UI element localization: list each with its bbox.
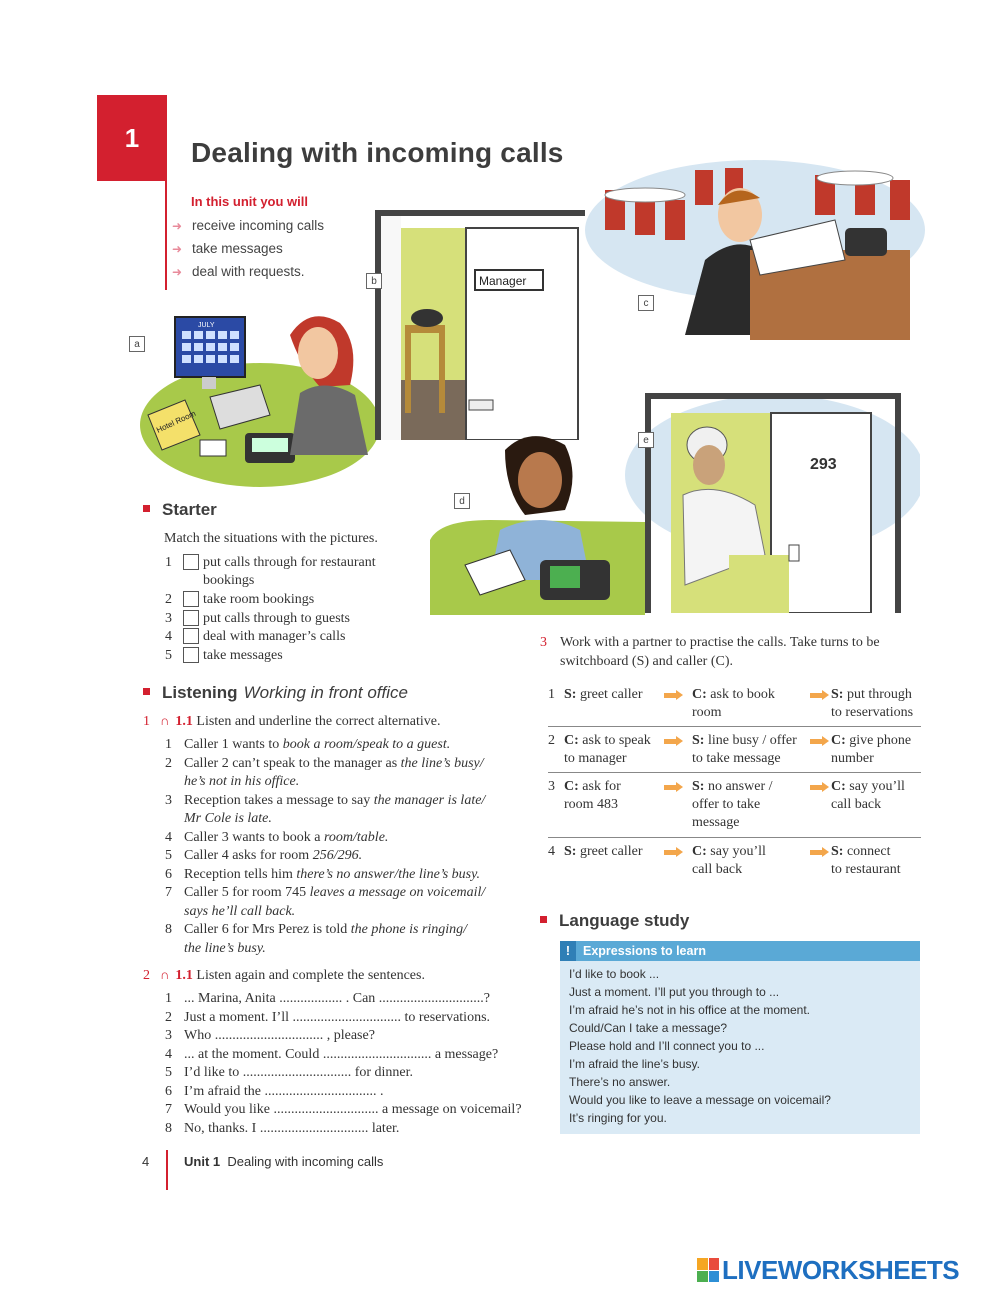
door-sign: Manager [479,274,527,288]
page-number: 4 [142,1154,150,1169]
room-number: 293 [810,456,837,473]
expression-item: I’m afraid the line’s busy. [569,1057,700,1071]
ex1-item [164,755,524,792]
ex1-item [164,921,524,958]
sentence-gap[interactable]: ... at the moment. Could ............................... a message? [184,1046,499,1062]
headphones-icon[interactable]: ∩ [160,967,170,982]
item-text: put calls through for restaurant [203,555,376,571]
objective-item [172,241,283,256]
item-text: take messages [203,647,283,663]
role-label: S: [692,733,705,748]
ex2-item[interactable] [164,1027,534,1046]
step-text: greet caller [579,844,643,859]
item-number: 5 [165,647,172,663]
step-text: ask to speak [582,733,651,748]
sentence-gap[interactable]: I’m afraid the ................................ . [184,1083,384,1099]
listening-heading-text: Listening [162,683,238,702]
audio-track[interactable]: 1.1 [175,714,193,729]
item-number: 3 [165,1028,172,1043]
section-marker-icon [143,688,150,695]
exclamation-icon: ! [560,941,576,961]
step-text: room 483 [564,797,619,812]
objective-label: take messages [192,241,283,256]
arrow-right-icon [664,848,682,856]
item-number: 8 [165,1120,172,1136]
arrow-right-icon [810,848,828,856]
language-study-heading-text: Language study [559,911,690,930]
arrow-icon: ➜ [172,265,183,279]
step-cell [564,843,643,861]
alternatives[interactable]: room/table. [323,829,389,845]
table-row [548,727,921,773]
call-practice-table [548,684,921,883]
unit-number: 1 [124,122,140,153]
unit-number-badge [97,95,167,181]
step-text: to reservations [831,705,914,720]
expression-item: Could/Can I take a message? [569,1021,728,1035]
item-text: bookings [203,573,255,588]
role-label: C: [831,733,846,748]
step-cell [831,732,911,768]
step-text: line busy / offer [707,733,797,748]
arrow-right-icon [810,737,828,745]
role-label: C: [564,779,579,794]
picture-c-restaurant-host [585,150,925,340]
alternatives[interactable]: the line’s busy. [184,940,266,956]
step-text: say you’ll [849,779,905,794]
role-label: S: [564,687,577,702]
role-label: C: [692,687,707,702]
objective-item [172,218,324,233]
expression-item: I’d like to book ... [569,967,660,981]
unit-divider [165,95,167,290]
item-text: Caller 5 for room 745 [184,885,310,900]
step-text: give phone [849,733,912,748]
exercise-1-instruction [143,713,441,730]
expression-item: Would you like to leave a message on voicemail? [569,1093,831,1107]
item-number: 8 [165,922,172,937]
logo-tile [697,1271,708,1283]
ex1-item [164,866,524,885]
arrow-right-icon [664,691,682,699]
item-number: 2 [165,755,172,771]
expressions-box-title: Expressions to learn [583,944,706,958]
item-text: Caller 3 wants to book a [184,829,324,845]
step-cell [564,686,643,704]
starter-item [164,629,424,648]
liveworksheets-text: LIVEWORKSHEETS [722,1254,960,1285]
picture-a-receptionist-computer [140,305,380,490]
ex2-item[interactable] [164,1009,534,1028]
logo-tile [709,1271,720,1283]
item-number: 7 [165,1102,172,1117]
role-label: S: [831,687,844,702]
role-label: C: [692,844,707,859]
item-number: 1 [165,555,172,570]
starter-checkbox-1[interactable] [183,554,199,570]
expression-item: It’s ringing for you. [569,1111,667,1125]
alternatives[interactable]: the manager is late/ [373,792,486,808]
alternatives[interactable]: says he’ll call back. [184,903,296,919]
item-text: Caller 2 can’t speak to the manager as [184,755,401,771]
step-cell [564,732,651,768]
arrow-icon: ➜ [172,242,183,256]
step-text: call back [692,862,743,877]
ex2-item[interactable] [164,1064,534,1083]
item-text: Reception tells him [184,866,297,882]
starter-checkbox-5[interactable] [183,647,199,663]
alternatives[interactable]: book a room/speak to a guest. [282,737,451,752]
item-text: Reception takes a message to say [184,792,374,808]
exercise-number: 1 [143,714,150,729]
item-number: 5 [165,1065,172,1080]
step-text: no answer / [707,779,773,794]
role-label: C: [831,779,846,794]
listening-heading [143,683,408,703]
item-number: 3 [165,610,172,626]
language-study-heading [540,911,689,931]
step-text: message [692,815,740,830]
folder-label: Hotel Room [155,408,198,435]
picture-b-manager-office [375,210,595,440]
footer-unit-title: Dealing with incoming calls [227,1154,384,1169]
arrow-right-icon [664,783,682,791]
starter-checkbox-4[interactable] [183,628,199,644]
headphones-icon[interactable]: ∩ [160,713,170,728]
item-number: 4 [165,629,172,644]
item-text: Caller 6 for Mrs Perez is told [184,922,351,937]
picture-label-c: c [638,295,654,311]
item-number: 1 [165,991,172,1006]
objective-item [172,264,305,279]
step-text: room [692,705,722,720]
step-text: say you’ll [710,844,766,859]
item-number: 6 [165,1083,172,1099]
alternatives[interactable]: leaves a message on voicemail/ [309,885,486,900]
section-marker-icon [143,505,150,512]
ex1-item [164,792,524,829]
role-label: S: [692,779,705,794]
item-number: 5 [165,848,172,863]
item-number: 2 [165,1009,172,1025]
ex2-item[interactable] [164,1101,534,1120]
starter-heading-text: Starter [162,500,217,519]
arrow-icon: ➜ [172,219,183,233]
ex2-item[interactable] [164,990,534,1009]
sentence-gap[interactable]: Would you like .............................. a message on voicemail? [184,1102,522,1117]
exercise-2-instruction [143,967,425,984]
table-row [548,684,921,727]
audio-track[interactable]: 1.1 [175,968,193,983]
calendar-month: JULY [198,322,215,329]
step-cell [692,732,797,768]
liveworksheets-logo[interactable] [697,1255,959,1285]
step-text: ask for [582,779,621,794]
role-label: S: [564,844,577,859]
arrow-right-icon [664,737,682,745]
objective-label: deal with requests. [192,264,305,279]
step-text: number [831,751,874,766]
ex1-item [164,884,524,921]
step-text: to take message [692,751,781,766]
ex2-item[interactable] [164,1046,534,1065]
ex2-item[interactable] [164,1083,534,1102]
footer-divider [166,1150,168,1190]
picture-d-receptionist-writing [430,430,645,615]
step-text: greet caller [579,687,643,702]
sentence-gap[interactable]: I’d like to ............................... for dinner. [184,1065,414,1080]
step-text: ask to book [710,687,775,702]
unit-title: Dealing with incoming calls [191,137,564,168]
step-text: put through [846,687,912,702]
row-number: 3 [548,779,555,794]
exercise-number: 3 [540,635,547,650]
item-text: deal with manager’s calls [203,629,346,645]
starter-item [164,648,424,667]
sentence-gap[interactable]: Just a moment. I’ll ............................... to reservations. [184,1009,491,1025]
sentence-gap[interactable]: No, thanks. I ............................... later. [184,1120,400,1136]
starter-item [164,592,424,611]
alternatives[interactable]: he’s not in his office. [184,774,300,789]
starter-list [164,555,424,666]
item-number: 3 [165,792,172,808]
sentence-gap[interactable]: Who ............................... , please? [184,1028,375,1043]
logo-tile [697,1258,708,1270]
step-cell [831,686,913,722]
expressions-box-header [560,941,920,961]
instruction-text: switchboard (S) and caller (C). [560,654,733,669]
item-number: 4 [165,829,172,845]
alternatives[interactable]: there’s no answer/the line’s busy. [296,866,481,882]
footer-unit-label [184,1154,383,1169]
item-text: Caller 4 asks for room [184,848,313,863]
exercise-number: 2 [143,968,150,983]
ex1-item [164,829,524,848]
ex1-item [164,847,524,866]
alternatives[interactable]: Mr Cole is late. [184,811,272,826]
role-label: S: [831,844,844,859]
exercise-2-list [164,990,534,1138]
footer-unit-number: Unit 1 [184,1154,221,1169]
starter-item [164,611,424,630]
arrow-right-icon [810,783,828,791]
table-row [548,838,921,883]
objectives-heading: In this unit you will [191,194,308,209]
step-text: connect [846,844,891,859]
starter-heading [143,500,217,520]
picture-label-e: e [638,432,654,448]
step-text: to manager [564,751,627,766]
section-marker-icon [540,916,547,923]
alternatives[interactable]: 256/296. [312,848,363,863]
item-number: 7 [165,885,172,900]
step-cell [692,843,766,879]
step-cell [564,778,621,814]
starter-checkbox-2[interactable] [183,591,199,607]
exercise-3-instruction [540,633,930,671]
item-text: put calls through to guests [203,610,350,626]
instruction-text: Listen again and complete the sentences. [196,968,425,983]
starter-instruction: Match the situations with the pictures. [164,531,378,546]
sentence-gap[interactable]: ... Marina, Anita .................. . Can ..............................? [184,991,491,1006]
step-cell [831,778,905,814]
logo-tile [709,1258,720,1270]
objective-label: receive incoming calls [192,218,325,233]
item-number: 1 [165,737,172,752]
step-cell [692,686,775,722]
item-number: 6 [165,866,172,882]
starter-item [164,555,424,573]
picture-label-a: a [129,336,145,352]
ex1-item [164,736,524,755]
exercise-1-list [164,736,524,958]
picture-label-d: d [454,493,470,509]
row-number: 2 [548,733,555,748]
row-number: 4 [548,844,555,859]
arrow-right-icon [810,691,828,699]
table-row [548,773,921,838]
starter-checkbox-3[interactable] [183,610,199,626]
step-text: call back [831,797,882,812]
ex2-item[interactable] [164,1120,534,1139]
picture-label-b: b [366,273,382,289]
item-number: 2 [165,592,172,607]
row-number: 1 [548,687,555,702]
item-number: 4 [165,1046,172,1062]
liveworksheets-icon [697,1258,719,1282]
expression-item: Just a moment. I’ll put you through to ... [569,985,780,999]
alternatives[interactable]: the phone is ringing/ [350,922,468,937]
starter-item-continuation [164,573,424,592]
step-cell [692,778,773,832]
role-label: C: [564,733,579,748]
item-text: Caller 1 wants to [184,737,283,752]
step-cell [831,843,901,879]
picture-e-housekeeper-door [625,385,920,613]
expression-item: There’s no answer. [569,1075,671,1089]
instruction-text: Listen and underline the correct alternative. [196,714,441,729]
expression-item: Please hold and I’ll connect you to ... [569,1039,765,1053]
item-text: take room bookings [203,592,315,608]
instruction-text: Work with a partner to practise the calls. Take turns to be [560,635,880,650]
step-text: to restaurant [831,862,901,877]
listening-subheading: Working in front office [243,683,408,702]
alternatives[interactable]: the line’s busy/ [400,755,484,771]
step-text: offer to take [692,797,761,812]
expression-item: I’m afraid he’s not in his office at the moment. [569,1003,811,1017]
